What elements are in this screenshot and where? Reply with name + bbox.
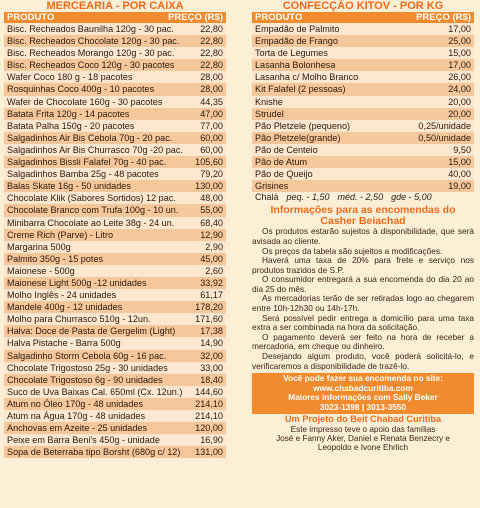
- project-title: Um Projeto do Beit Chabad Curitiba: [284, 413, 442, 424]
- info-title: Informações para as encomendas do Casher Beiachad: [270, 204, 456, 228]
- product-name: Pão Pletzele (pequeno): [255, 120, 351, 131]
- product-price: 22,80: [200, 48, 223, 59]
- table-row: [4, 446, 226, 458]
- table-row: [4, 23, 226, 35]
- phone-numbers: 3023-1398 | 3013-3550: [319, 402, 407, 412]
- product-name: Atum no Óleo 170g - 48 unidades: [7, 398, 143, 409]
- product-name: Knishe: [255, 96, 283, 107]
- product-name: Empadão de Palmito: [255, 24, 340, 34]
- product-price: 120,00: [195, 423, 223, 434]
- table-row: [4, 325, 226, 337]
- product-price: 9,50: [453, 144, 471, 155]
- product-price: 2,90: [205, 241, 223, 252]
- confeccao-section: [252, 0, 474, 452]
- product-name: Pão Pletzele(grande): [255, 132, 341, 143]
- table-row: [4, 265, 226, 277]
- product-price: 178,20: [195, 302, 223, 313]
- table-row: [4, 422, 226, 434]
- table-row: [4, 337, 226, 349]
- table-row: [4, 204, 226, 216]
- product-price: 214,10: [195, 398, 223, 409]
- chala-medium-price: méd. - 2,50: [337, 192, 384, 203]
- mercearia-table-header: [4, 12, 226, 23]
- product-price: 2,60: [205, 265, 223, 276]
- product-price: 0,25/unidade: [418, 120, 471, 131]
- product-price: 24,00: [448, 84, 471, 95]
- product-name: Wafer Coco 180 g - 18 pacotes: [7, 72, 133, 83]
- table-row: [4, 120, 226, 132]
- chala-large-price: gde - 5,00: [391, 192, 432, 203]
- website-link[interactable]: www.chabadcuritiba.com: [313, 382, 413, 393]
- product-name: Sopa de Beterraba tipo Borsht (680g c/ 12): [7, 447, 181, 458]
- product-name: Suco de Uva Baixas Cal. 650ml (Cx. 12un.): [7, 386, 183, 397]
- product-price: 32,00: [200, 350, 223, 361]
- product-price: 15,00: [448, 48, 471, 59]
- product-price: 20,00: [448, 96, 471, 107]
- product-price: 28,00: [200, 72, 223, 83]
- product-column-header: PRODUTO: [255, 12, 303, 23]
- table-row: [252, 180, 474, 192]
- product-name: Minibarra Chocolate ao Leite 38g - 24 un.: [7, 217, 175, 228]
- info-paragraph: Os preços da tabela são sujeitos a modificações.: [262, 245, 443, 256]
- info-paragraph: O pagamento deverá ser feito na hora de receber a mercadoria, em cheque ou dinheiro.: [252, 331, 474, 352]
- table-row: [252, 144, 474, 156]
- product-name: Bisc. Recheados Coco 120g - 30 pacotes: [7, 60, 175, 71]
- table-row: [252, 120, 474, 132]
- credits: [252, 425, 474, 453]
- product-name: Creme Rich (Parve) - Litro: [7, 229, 114, 240]
- table-row: [4, 362, 226, 374]
- table-row: [4, 35, 226, 47]
- table-row: [4, 253, 226, 265]
- table-row: [4, 144, 226, 156]
- credits-line: Este impresso teve o apoio das famílias: [290, 424, 436, 434]
- product-price: 28,00: [200, 84, 223, 95]
- product-price: 144,60: [195, 386, 223, 397]
- product-name: Salgadinhos Air Bis Churrasco 70g -20 pac.: [7, 144, 183, 155]
- product-name: Pão de Centeio: [255, 144, 318, 155]
- product-price: 0,50/unidade: [418, 132, 471, 143]
- product-name: Palmito 350g - 15 potes: [7, 253, 104, 264]
- product-name: Atum na Água 170g - 48 unidades: [7, 411, 146, 421]
- info-paragraph: Será possível pedir entrega a domicílio para uma taxa extra a ser combinada na hora da solicitação.: [252, 312, 474, 333]
- table-row: [4, 350, 226, 362]
- table-row: [4, 241, 226, 253]
- table-row: [4, 386, 226, 398]
- product-name: Molho Inglês - 24 unidades: [7, 290, 117, 301]
- table-row: [252, 59, 474, 71]
- product-name: Maionese Light 500g -12 unidades: [7, 277, 147, 288]
- product-price: 44,35: [200, 96, 223, 107]
- product-price: 131,00: [195, 447, 223, 458]
- product-name: Salgadinhos Air Bis Cebola 70g - 20 pac.: [7, 132, 173, 143]
- table-row: [4, 180, 226, 192]
- product-name: Chocolate Trigostoso 6g - 90 unidades: [7, 374, 163, 385]
- product-price: 22,80: [200, 60, 223, 71]
- contact-text: Maiores informações com Sally Beker: [288, 392, 438, 403]
- table-row: [252, 168, 474, 180]
- product-name: Salgadinho Storm Cebola 60g - 16 pac.: [7, 350, 167, 361]
- product-price: 18,40: [200, 374, 223, 385]
- table-row: [252, 108, 474, 120]
- product-name: Chocolate Klik (Sabores Sortidos) 12 pac.: [7, 193, 176, 204]
- mercearia-table-body: [4, 23, 226, 458]
- chala-label: Chalá: [255, 192, 279, 203]
- product-price: 47,00: [200, 108, 223, 119]
- product-name: Lasanha Bolonhesa: [255, 60, 336, 71]
- table-row: [252, 96, 474, 108]
- product-price: 40,00: [448, 169, 471, 180]
- product-name: Strudel: [255, 108, 284, 119]
- table-row: [4, 374, 226, 386]
- table-row: [252, 71, 474, 83]
- product-name: Salgadinhos Bissli Falafel 70g - 40 pac.: [7, 157, 167, 168]
- product-name: Balas Skate 16g - 50 unidades: [7, 181, 131, 192]
- product-name: Bisc. Recheados Morango 120g - 30 pac.: [7, 48, 175, 59]
- product-price: 60,00: [200, 132, 223, 143]
- table-row: [4, 168, 226, 180]
- product-price: 45,00: [200, 253, 223, 264]
- product-name: Molho para Churrasco 510g - 12un.: [7, 314, 151, 325]
- chala-small-price: peq. - 1,50: [286, 192, 330, 203]
- product-name: Torta de Legumes: [255, 48, 328, 59]
- table-row: [252, 132, 474, 144]
- product-name: Salgadinhos Bamba 25g - 48 pacotes: [7, 169, 159, 180]
- product-name: Lasanha c/ Molho Branco: [255, 72, 359, 83]
- product-price: 79,20: [200, 169, 223, 180]
- info-paragraph: Os produtos estarão sujeitos à disponibilidade, que será avisada ao cliente.: [252, 226, 474, 246]
- product-name: Halva: Doce de Pasta de Gergelim (Light): [7, 326, 176, 337]
- table-row: [4, 156, 226, 168]
- product-price: 25,00: [448, 36, 471, 47]
- product-name: Wafer de Chocolate 160g - 30 pacotes: [7, 96, 163, 107]
- product-price: 15,00: [448, 157, 471, 168]
- order-cta-box: [252, 373, 474, 413]
- product-name: Empadão de Frango: [255, 36, 338, 47]
- product-name: Rosquinhas Coco 400g - 10 pacotes: [7, 84, 155, 95]
- product-price: 33,00: [200, 362, 223, 373]
- confeccao-title: CONFECÇÃO KITOV - POR KG: [282, 0, 444, 12]
- credits-line: Leopoldo e Ivone Ehrlich: [317, 443, 409, 453]
- product-price: 20,00: [448, 108, 471, 119]
- product-name: Margarina 500g: [7, 241, 71, 252]
- product-name: Bisc. Recheados Chocolate 120g - 30 pac.: [7, 36, 180, 47]
- product-price: 33,92: [200, 277, 223, 288]
- product-price: 17,00: [448, 60, 471, 71]
- table-row: [4, 83, 226, 95]
- info-paragraph: Haverá uma taxa de 20% para frete e serviço nos produtos trazidos de S.P.: [252, 255, 474, 275]
- table-row: [252, 47, 474, 59]
- table-row: [4, 132, 226, 144]
- table-row: [4, 398, 226, 410]
- table-row: [4, 217, 226, 229]
- product-price: 26,00: [448, 72, 471, 83]
- table-row: [4, 434, 226, 446]
- table-row: [4, 47, 226, 59]
- product-name: Maionese - 500g: [7, 265, 75, 276]
- mercearia-section: [4, 0, 226, 458]
- product-name: Anchovas em Azeite - 25 unidades: [7, 423, 148, 434]
- product-price: 171,60: [195, 314, 223, 325]
- product-name: Chocolate Branco com Trufa 100g - 10 un.: [7, 205, 179, 216]
- product-price: 19,00: [448, 181, 471, 192]
- table-row: [4, 301, 226, 313]
- table-row: [4, 229, 226, 241]
- product-price: 48,00: [200, 193, 223, 204]
- product-name: Batata Palha 150g - 20 pacotes: [7, 120, 135, 131]
- table-row: [252, 23, 474, 35]
- product-price: 17,38: [200, 326, 223, 337]
- chala-row: [252, 192, 474, 203]
- credits-line: José e Fanny Aker, Daniel e Renata Benzecry e: [276, 433, 450, 443]
- product-price: 55,00: [200, 205, 223, 216]
- table-row: [252, 35, 474, 47]
- mercearia-title: MERCEARIA - POR CAIXA: [46, 0, 184, 12]
- table-row: [4, 277, 226, 289]
- table-row: [4, 289, 226, 301]
- confeccao-table-header: [252, 12, 474, 23]
- product-price: 61,17: [200, 290, 223, 301]
- product-price: 22,80: [200, 36, 223, 47]
- product-price: 68,40: [200, 217, 223, 228]
- price-column-header: PREÇO (R$): [416, 12, 471, 23]
- table-row: [4, 108, 226, 120]
- product-name: Peixe em Barra Beni's 450g - unidade: [7, 435, 160, 446]
- confeccao-table-body: [252, 23, 474, 192]
- table-row: [4, 192, 226, 204]
- table-row: [252, 156, 474, 168]
- product-price: 77,00: [200, 120, 223, 131]
- product-name: Pão de Atum: [255, 157, 308, 168]
- product-name: Mandele 400g - 12 unidades: [7, 302, 123, 313]
- info-paragraph: Desejando algum produto, você poderá solicitá-lo, e verificaremos a disponibilidade de trazê-lo.: [252, 351, 474, 371]
- product-name: Chocolate Trigostoso 25g - 30 unidades: [7, 362, 168, 373]
- product-price: 105,60: [195, 157, 223, 168]
- product-column-header: PRODUTO: [7, 12, 55, 23]
- product-name: Bisc. Recheados Baunilha 120g - 30 pac.: [7, 24, 174, 34]
- product-name: Grisines: [255, 181, 289, 192]
- product-price: 130,00: [195, 181, 223, 192]
- product-name: Batata Frita 120g - 14 pacotes: [7, 108, 130, 119]
- product-price: 17,00: [448, 24, 471, 34]
- product-price: 22,80: [200, 24, 223, 34]
- price-column-header: PREÇO (R$): [168, 12, 223, 23]
- table-row: [4, 71, 226, 83]
- info-paragraphs: [252, 227, 474, 371]
- product-price: 60,00: [200, 144, 223, 155]
- table-row: [4, 410, 226, 422]
- table-row: [4, 96, 226, 108]
- table-row: [252, 83, 474, 95]
- product-name: Kit Falafel (2 pessoas): [255, 84, 346, 95]
- product-price: 12,90: [200, 229, 223, 240]
- table-row: [4, 59, 226, 71]
- product-price: 14,90: [200, 338, 223, 349]
- product-name: Halva Pistache - Barra 500g: [7, 338, 121, 349]
- info-paragraph: O consumidor entregará a sua encomenda do dia 20 ao dia 25 do mês.: [252, 274, 474, 294]
- order-site-text: Você pode fazer sua encomenda no site:: [283, 373, 443, 384]
- product-name: Pão de Queijo: [255, 169, 313, 180]
- product-price: 214,10: [195, 411, 223, 421]
- product-price: 16,90: [200, 435, 223, 446]
- info-paragraph: As mercadorias terão de ser retiradas logo ao chegarem entre 10h-12h30 ou 14h-17h.: [252, 293, 474, 314]
- table-row: [4, 313, 226, 325]
